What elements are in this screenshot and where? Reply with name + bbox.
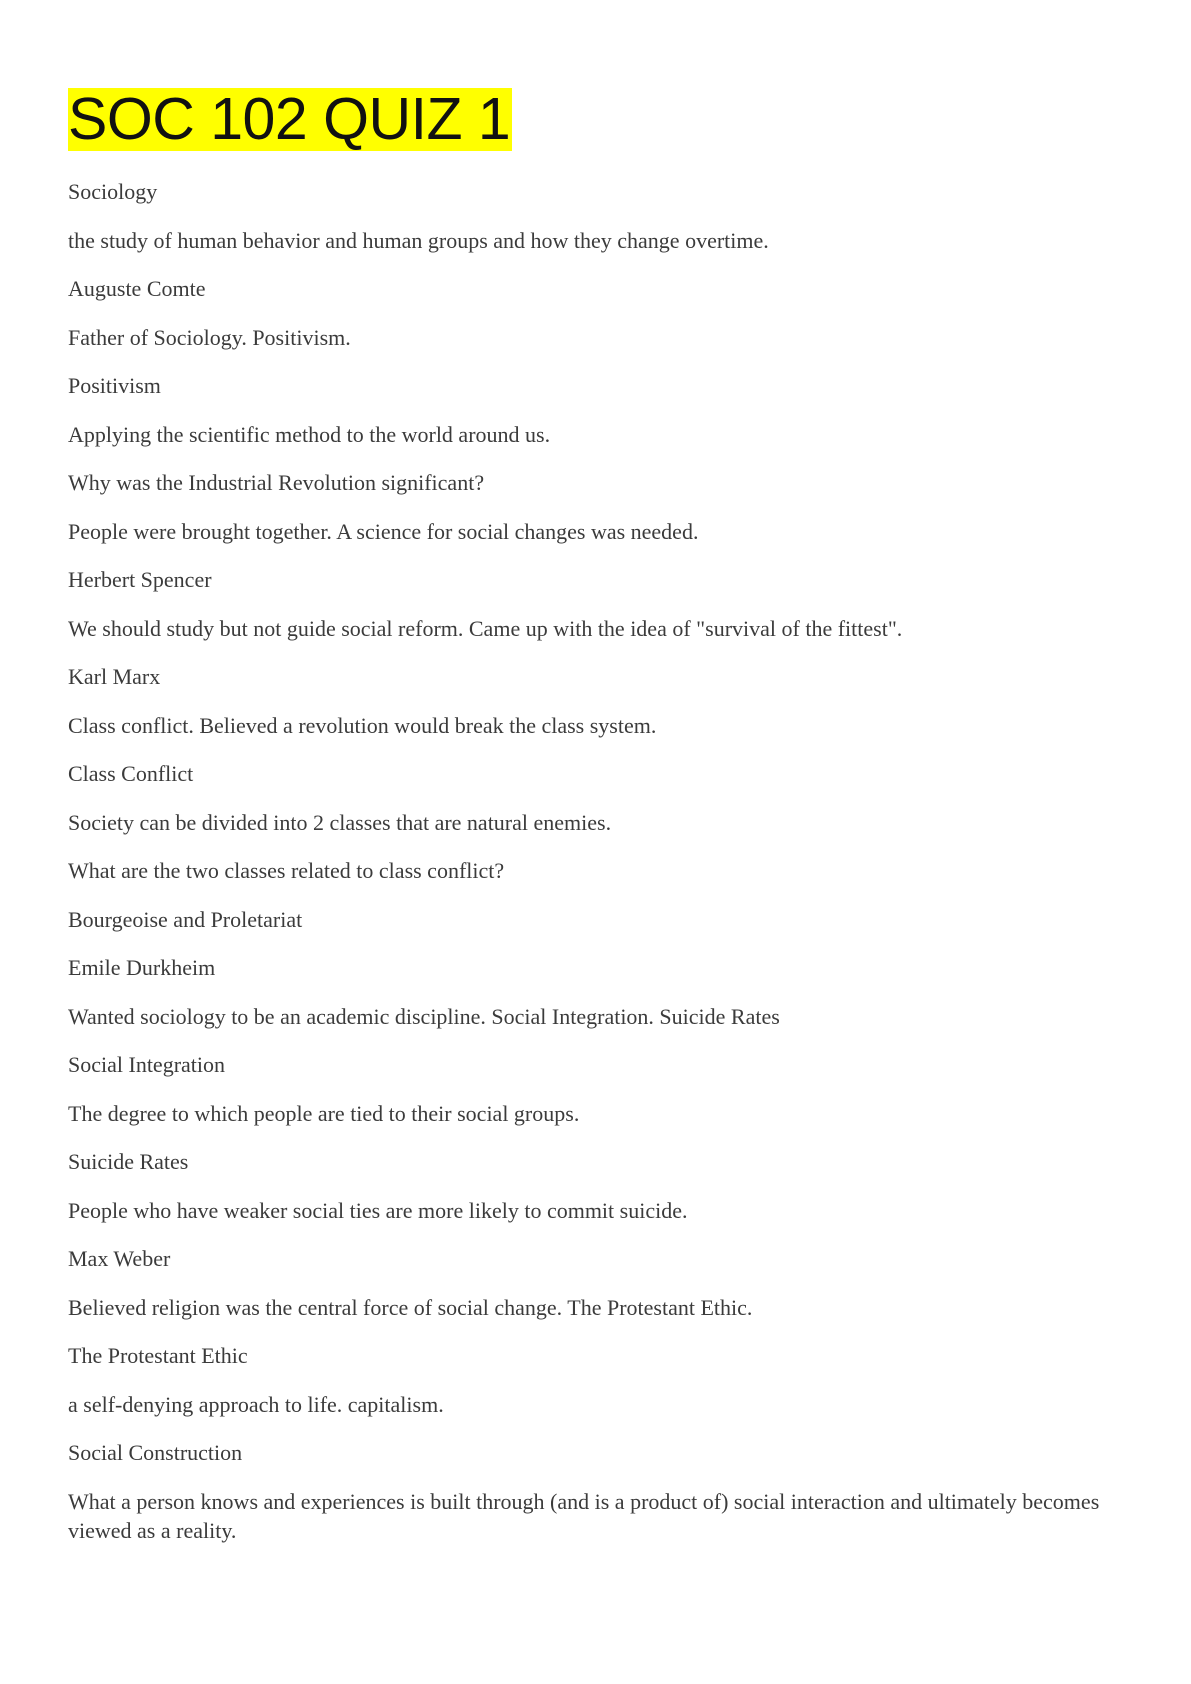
term-line: Suicide Rates bbox=[68, 1149, 189, 1174]
definition-line: We should study but not guide social reform. Came up with the idea of "survival of the fittest". bbox=[68, 615, 903, 641]
term-line: Positivism bbox=[68, 373, 161, 398]
definition-line: Bourgeoise and Proletariat bbox=[68, 906, 303, 932]
definition-line: Father of Sociology. Positivism. bbox=[68, 324, 351, 350]
term-line: Emile Durkheim bbox=[68, 955, 216, 980]
definition-line: Class conflict. Believed a revolution would break the class system. bbox=[68, 712, 657, 738]
definition-line: a self-denying approach to life. capitalism. bbox=[68, 1391, 444, 1417]
term-line: Max Weber bbox=[68, 1246, 171, 1271]
document-title: SOC 102 QUIZ 1 bbox=[68, 86, 511, 152]
definition-line: The degree to which people are tied to their social groups. bbox=[68, 1100, 580, 1126]
term-line: Karl Marx bbox=[68, 664, 161, 689]
title-wrapper bbox=[68, 88, 1128, 151]
definition-line: People were brought together. A science for social changes was needed. bbox=[68, 518, 699, 544]
definition-line: Wanted sociology to be an academic discipline. Social Integration. Suicide Rates bbox=[68, 1003, 780, 1029]
definition-line: Applying the scientific method to the world around us. bbox=[68, 421, 551, 447]
term-line: Auguste Comte bbox=[68, 276, 206, 301]
term-line: Sociology bbox=[68, 179, 158, 204]
term-line: What are the two classes related to class conflict? bbox=[68, 858, 505, 883]
term-line: The Protestant Ethic bbox=[68, 1343, 248, 1368]
term-line: Class Conflict bbox=[68, 761, 194, 786]
definition-line: People who have weaker social ties are more likely to commit suicide. bbox=[68, 1197, 688, 1223]
term-line: Social Construction bbox=[68, 1440, 243, 1465]
definition-line: What a person knows and experiences is built through (and is a product of) social interaction and ultimately becomes viewed as a reality. bbox=[68, 1488, 1100, 1543]
term-line: Why was the Industrial Revolution significant? bbox=[68, 470, 485, 495]
term-line: Social Integration bbox=[68, 1052, 226, 1077]
term-line: Herbert Spencer bbox=[68, 567, 212, 592]
definition-line: the study of human behavior and human groups and how they change overtime. bbox=[68, 227, 769, 253]
document-page bbox=[68, 88, 1128, 1563]
definition-line: Believed religion was the central force of social change. The Protestant Ethic. bbox=[68, 1294, 753, 1320]
definition-line: Society can be divided into 2 classes that are natural enemies. bbox=[68, 809, 612, 835]
